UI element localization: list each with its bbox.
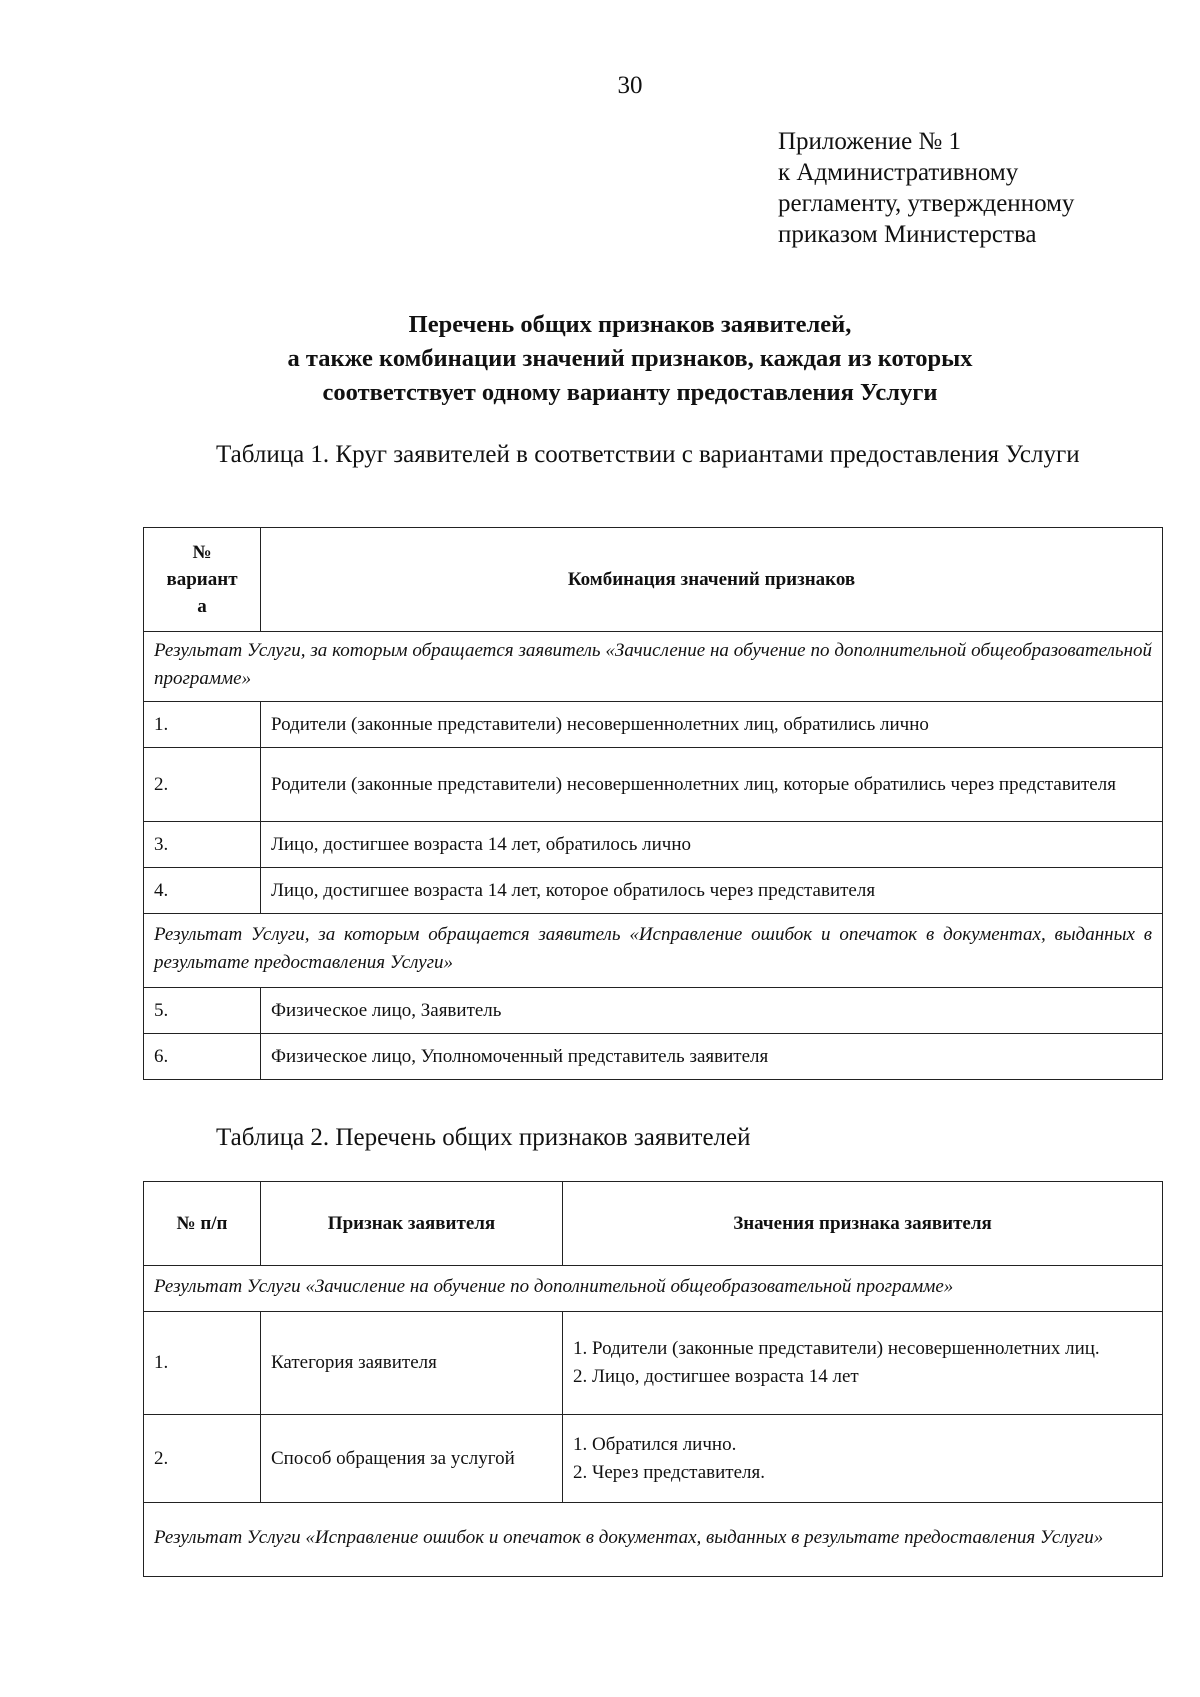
section-result-enrollment: Результат Услуги, за которым обращается заявитель «Зачисление на обучение по дополнительной общеобразовательной программе» [144,632,1163,702]
value-line: 1. Обратился лично. [573,1433,737,1455]
value-line: 2. Через представителя. [573,1461,765,1483]
title-line: Перечень общих признаков заявителей, [408,311,852,338]
header-feature: Признак заявителя [261,1182,563,1266]
table1-caption-text: Таблица 1. Круг заявителей в соответствии с вариантами предоставления Услуги [216,441,1080,468]
table1 [143,527,1163,1080]
table-row [144,1034,1163,1080]
appendix-line: к Административному [778,159,1019,186]
row-text: Родители (законные представители) несовершеннолетних лиц, которые обратились через представителя [261,748,1163,822]
row-number: 1. [144,702,261,748]
row-text: Лицо, достигшее возраста 14 лет, которое обратилось через представителя [261,868,1163,914]
table2-caption: Таблица 2. Перечень общих признаков заявителей [216,1124,751,1151]
table-row [144,822,1163,868]
section-result-corrections: Результат Услуги, за которым обращается заявитель «Исправление ошибок и опечаток в документах, выданных в результате предоставления Услуги» [144,914,1163,988]
table-row [144,868,1163,914]
header-feature-values: Значения признака заявителя [563,1182,1163,1266]
row-feature: Способ обращения за услугой [261,1415,563,1503]
table-row [144,748,1163,822]
row-values [563,1312,1163,1415]
table1-header-row [144,528,1163,632]
table-row [144,1415,1163,1503]
table1-caption [144,437,1120,473]
row-number: 2. [144,748,261,822]
row-number: 2. [144,1415,261,1503]
row-feature: Категория заявителя [261,1312,563,1415]
table-row [144,702,1163,748]
row-number: 6. [144,1034,261,1080]
header-variant-line: вариант [166,569,238,590]
row-number: 1. [144,1312,261,1415]
title-line: а также комбинации значений признаков, каждая из которых [287,345,973,372]
table2-section-row [144,1503,1163,1577]
header-variant-number [144,528,261,632]
table1-section-row [144,632,1163,702]
row-text: Физическое лицо, Заявитель [261,988,1163,1034]
table2-header-row [144,1182,1163,1266]
appendix-line: Приложение № 1 [778,128,962,155]
value-line: 1. Родители (законные представители) несовершеннолетних лиц. [573,1338,1100,1359]
row-number: 4. [144,868,261,914]
document-title [0,308,1200,410]
header-variant-line: № [192,542,212,563]
row-text: Лицо, достигшее возраста 14 лет, обратилось лично [261,822,1163,868]
table1-section-row [144,914,1163,988]
value-line: 2. Лицо, достигшее возраста 14 лет [573,1366,859,1387]
row-text: Родители (законные представители) несовершеннолетних лиц, обратились лично [261,702,1163,748]
table-row [144,1312,1163,1415]
row-number: 5. [144,988,261,1034]
header-variant-line: а [197,596,207,617]
page-number: 30 [617,72,643,99]
table2-section-row [144,1266,1163,1312]
table-row [144,988,1163,1034]
row-number: 3. [144,822,261,868]
appendix-line: регламенту, утвержденному [778,190,1075,217]
table2 [143,1181,1163,1577]
header-row-number: № п/п [144,1182,261,1266]
title-line: соответствует одному варианту предоставления Услуги [322,379,938,406]
appendix-block [778,126,1074,250]
row-values [563,1415,1163,1503]
section-result-enrollment: Результат Услуги «Зачисление на обучение по дополнительной общеобразовательной программе» [144,1266,1163,1312]
section-result-corrections: Результат Услуги «Исправление ошибок и опечаток в документах, выданных в результате предоставления Услуги» [144,1503,1163,1577]
header-combination: Комбинация значений признаков [261,528,1163,632]
appendix-line: приказом Министерства [778,221,1037,248]
row-text: Физическое лицо, Уполномоченный представитель заявителя [261,1034,1163,1080]
